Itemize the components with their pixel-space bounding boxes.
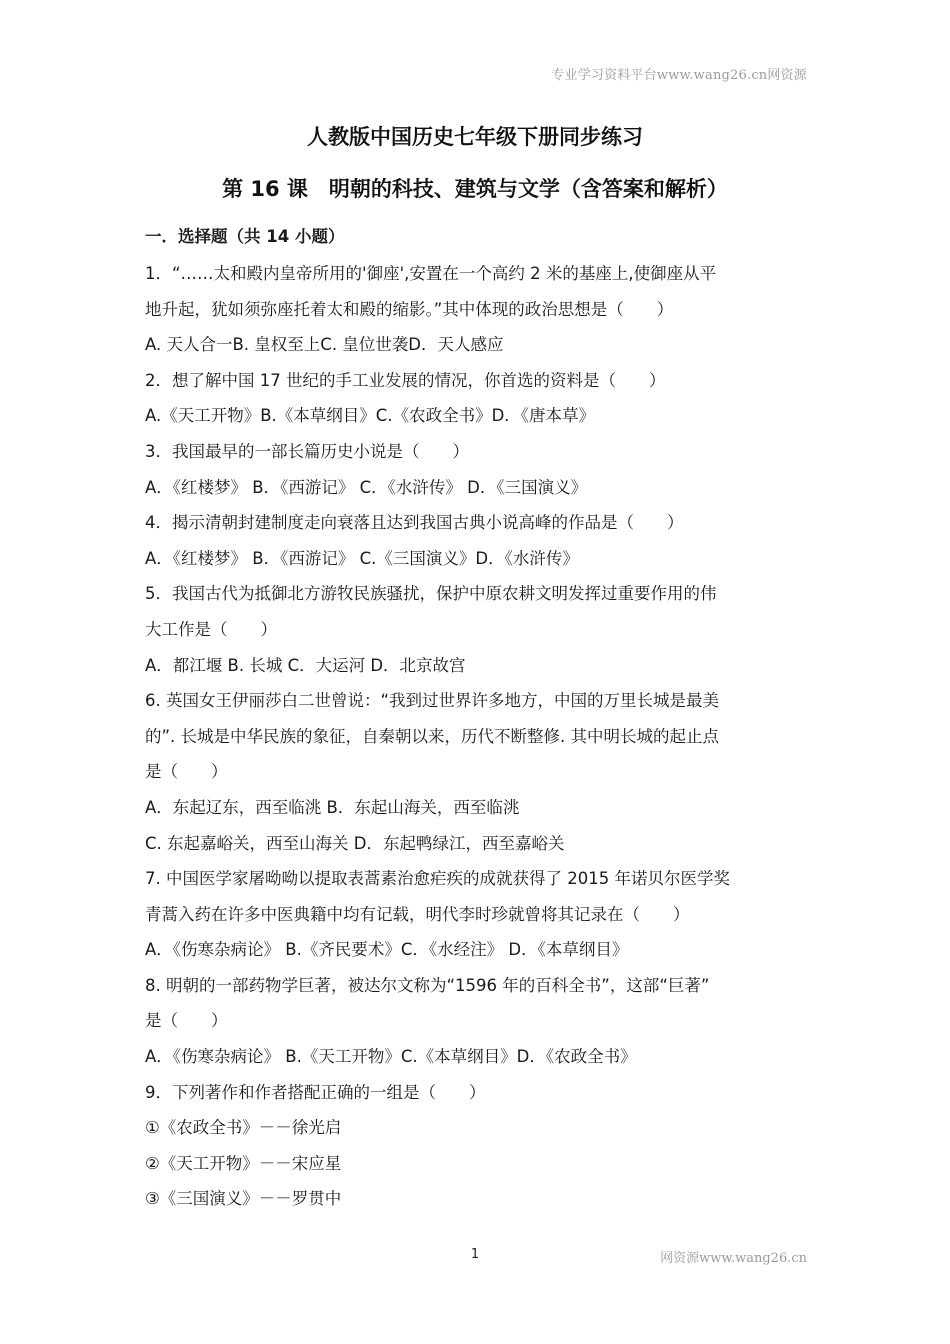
text-line: 5．我国古代为抵御北方游牧民族骚扰，保护中原农耕文明发挥过重要作用的伟 <box>145 584 717 604</box>
text-line: A．《伤寒杂病论》 B.《齐民要术》C．《水经注》 D．《本草纲目》 <box>145 940 629 960</box>
text-line: A．都江堰 B. 长城 C．大运河 D．北京故宫 <box>145 655 466 675</box>
text-line: A．《红楼梦》 B．《西游记》 C.《三国演义》D．《水浒传》 <box>145 548 579 568</box>
section-heading: 一．选择题（共 14 小题） <box>145 227 345 246</box>
text-line: 的”. 长城是中华民族的象征，自秦朝以来，历代不断整修. 其中明长城的起止点 <box>145 726 720 746</box>
text-line: 是（ ） <box>145 762 228 782</box>
text-line: A．《伤寒杂病论》 B.《天工开物》C.《本草纲目》D．《农政全书》 <box>145 1047 637 1067</box>
text-line: 4．揭示清朝封建制度走向衰落且达到我国古典小说高峰的作品是（ ） <box>145 513 684 533</box>
text-line: ②《天工开物》－－宋应星 <box>145 1153 342 1173</box>
text-line: 青蒿入药在许多中医典籍中均有记载，明代李时珍就曾将其记录在（ ） <box>145 904 690 924</box>
text-line: C. 东起嘉峪关，西至山海关 D．东起鸭绿江，西至嘉峪关 <box>145 833 565 853</box>
text-line: 2．想了解中国 17 世纪的手工业发展的情况，你首选的资料是（ ） <box>145 370 666 390</box>
text-line: 大工作是（ ） <box>145 619 277 639</box>
question-body <box>145 224 815 1217</box>
text-line: A.《天工开物》B.《本草纲目》C.《农政全书》D．《唐本草》 <box>145 406 596 426</box>
text-line: 是（ ） <box>145 1011 228 1031</box>
text-line: ①《农政全书》－－徐光启 <box>145 1118 342 1138</box>
text-line: A．《红楼梦》 B．《西游记》 C．《水浒传》 D．《三国演义》 <box>145 477 588 497</box>
text-line: ③《三国演义》－－罗贯中 <box>145 1189 342 1209</box>
text-line: 地升起，犹如须弥座托着太和殿的缩影。”其中体现的政治思想是（ ） <box>145 299 674 319</box>
footer-source-note: 网资源www.wang26.cn <box>660 1251 807 1266</box>
text-line: A．东起辽东，西至临洮 B．东起山海关，西至临洮 <box>145 797 520 817</box>
text-line: 1．“……太和殿内皇帝所用的'御座',安置在一个高约 2 米的基座上,使御座从平 <box>145 264 717 283</box>
text-line: 3．我国最早的一部长篇历史小说是（ ） <box>145 441 469 461</box>
text-line: A. 天人合一B. 皇权至上C. 皇位世袭D．天人感应 <box>145 335 504 355</box>
text-line: 7. 中国医学家屠呦呦以提取表蒿素治愈疟疾的成就获得了 2015 年诺贝尔医学奖 <box>145 869 730 889</box>
text-line: 9．下列著作和作者搭配正确的一组是（ ） <box>145 1082 486 1102</box>
lesson-title: 第 16 课 明朝的科技、建筑与文学（含答案和解析） <box>222 177 728 201</box>
page-number: 1 <box>470 1247 480 1262</box>
text-line: 6. 英国女王伊丽莎白二世曾说：“我到过世界许多地方，中国的万里长城是最美 <box>145 691 720 711</box>
header-source-note: 专业学习资料平台www.wang26.cn网资源 <box>551 68 807 83</box>
document-title: 人教版中国历史七年级下册同步练习 <box>307 125 643 149</box>
text-line: 8. 明朝的一部药物学巨著，被达尔文称为“1596 年的百科全书”，这部“巨著” <box>145 975 710 995</box>
